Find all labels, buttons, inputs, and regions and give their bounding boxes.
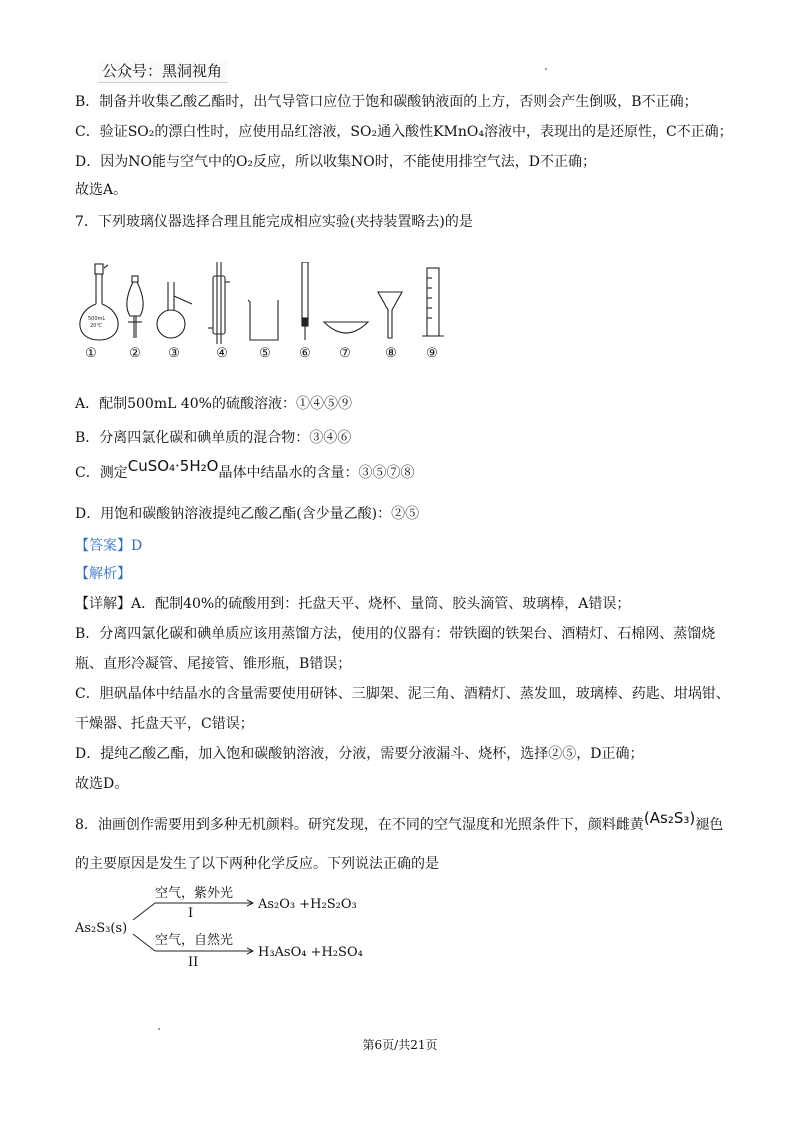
- detail-c1: C．胆矾晶体中结晶水的含量需要使用研钵、三脚架、泥三角、酒精灯、蒸发皿，玻璃棒、药匙、坩埚钳、: [75, 686, 730, 702]
- speck: [545, 68, 547, 70]
- option-7c: [75, 457, 415, 483]
- detail-b1: B．分离四氯化碳和碘单质应该用蒸馏方法，使用的仪器有：带铁圈的铁架台、酒精灯、石棉网、蒸馏烧: [75, 626, 716, 642]
- text-b-prev: B．制备并收集乙酸乙酯时，出气导管口应位于饱和碳酸钠液面的上方，否则会产生倒吸，B不正确；: [75, 94, 698, 110]
- detail-c2: 干燥器、托盘天平，C错误；: [75, 716, 254, 732]
- separatory-funnel-icon: [127, 276, 143, 338]
- option-7c-prefix: C．测定: [75, 465, 128, 481]
- text-choose-a: 故选A。: [75, 182, 128, 198]
- apparatus-label-5: ⑤: [259, 346, 271, 361]
- question-8-prefix: 8．油画创作需要用到多种无机颜料。研究发现，在不同的空气湿度和光照条件下，颜料雌黄: [75, 817, 644, 833]
- flask-volume-label: 500mL: [88, 316, 106, 322]
- apparatus-label-4: ④: [216, 346, 228, 361]
- option-7a: A．配制500mL 40%的硫酸溶液：①④⑤⑨: [75, 396, 352, 412]
- detail-a: 【详解】A．配制40%的硫酸用到：托盘天平、烧杯、量筒、胶头滴管、玻璃棒，A错误；: [75, 596, 631, 612]
- beaker-icon: [248, 300, 278, 340]
- analysis-tag: 【解析】: [75, 566, 131, 582]
- question-8-line1: [75, 809, 724, 835]
- funnel-icon: [378, 292, 402, 338]
- apparatus-label-8: ⑧: [385, 346, 397, 361]
- answer-tag: 【答案】D: [75, 538, 143, 554]
- reaction-scheme: [75, 880, 415, 972]
- watermark: 公众号：黑洞视角: [98, 60, 228, 83]
- page-footer: 第6页/共21页: [362, 1038, 438, 1052]
- roman-1: I: [188, 906, 194, 921]
- apparatus-label-2: ②: [129, 346, 141, 361]
- apparatus-label-7: ⑦: [339, 346, 351, 361]
- evaporating-dish-icon: [324, 322, 368, 333]
- graduated-cylinder-icon: [422, 268, 444, 336]
- option-7d: D．用饱和碳酸钠溶液提纯乙酸乙酯(含少量乙酸)：②⑤: [75, 506, 420, 522]
- text-d-prev: D．因为NO能与空气中的O₂反应，所以收集NO时，不能使用排空气法，D不正确；: [75, 154, 596, 170]
- condenser-icon: [208, 262, 230, 344]
- condition-2: 空气，自然光: [155, 933, 234, 948]
- apparatus-label-1: ①: [85, 346, 97, 361]
- option-7b: B．分离四氯化碳和碘单质的混合物：③④⑥: [75, 430, 352, 446]
- text-choose-d: 故选D。: [75, 776, 129, 792]
- option-7c-suffix: 晶体中结晶水的含量：③⑤⑦⑧: [218, 465, 415, 481]
- text-c-prev: C．验证SO₂的漂白性时，应使用品红溶液，SO₂通入酸性KMnO₄溶液中，表现出的是还原性，C不正确；: [75, 124, 733, 140]
- roman-2: II: [188, 955, 199, 970]
- apparatus-label-3: ③: [168, 346, 180, 361]
- question-8-suffix: 褪色: [695, 817, 724, 833]
- reactant-label: As₂S₃(s): [75, 921, 128, 936]
- flask-temp-label: 20℃: [90, 323, 102, 329]
- product-1: As₂O₃ +H₂S₂O₃: [258, 897, 357, 912]
- question-8-formula: (As₂S₃): [643, 809, 696, 827]
- question-7: 7．下列玻璃仪器选择合理且能完成相应实验(夹持装置略去)的是: [75, 214, 473, 230]
- apparatus-label-6: ⑥: [299, 346, 311, 361]
- apparatus-label-9: ⑨: [426, 346, 438, 361]
- detail-d1: D．提纯乙酸乙酯，加入饱和碳酸钠溶液，分液，需要分液漏斗、烧杯，选择②⑤，D正确；: [75, 746, 644, 762]
- option-7c-formula: CuSO₄·5H₂O: [127, 457, 219, 475]
- burette-icon: [302, 262, 308, 340]
- question-8-line2: 的主要原因是发生了以下两种化学反应。下列说法正确的是: [75, 856, 439, 872]
- distillation-flask-icon: [157, 282, 192, 338]
- detail-b2: 瓶、直形冷凝管、尾接管、锥形瓶，B错误；: [75, 656, 352, 672]
- speck: [158, 1028, 160, 1030]
- condition-1: 空气，紫外光: [155, 886, 234, 901]
- product-2: H₃AsO₄ +H₂SO₄: [258, 945, 363, 960]
